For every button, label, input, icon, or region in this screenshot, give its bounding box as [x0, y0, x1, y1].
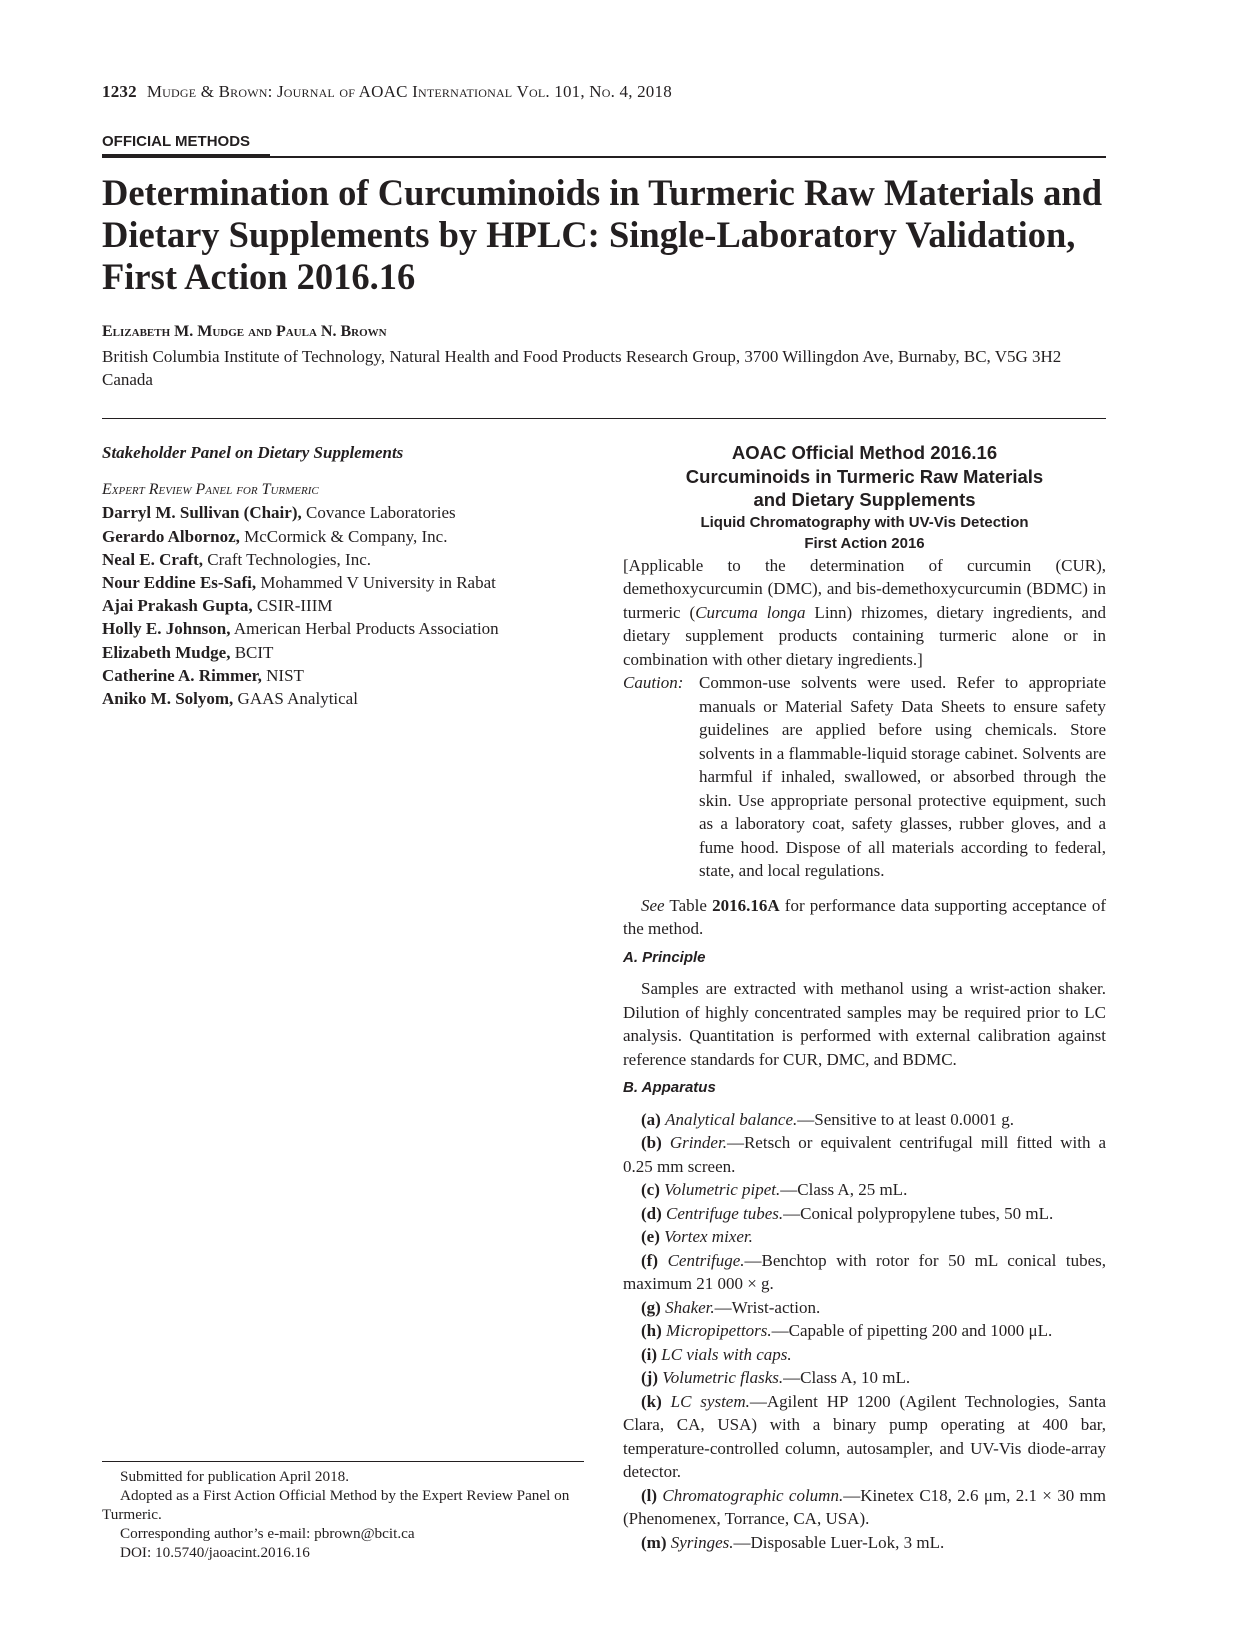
footnote-email: Corresponding author’s e-mail: pbrown@bcit.ca — [120, 1525, 415, 1542]
principle-heading: A. Principle — [623, 948, 706, 966]
apparatus-item: (j) Volumetric flasks.—Class A, 10 mL. — [641, 1368, 911, 1387]
footnotes — [102, 1467, 584, 1562]
panel-member: Ajai Prakash Gupta, CSIR-IIIM — [102, 596, 333, 616]
section-bar — [102, 154, 270, 158]
panel-member: Gerardo Albornoz, McCormick & Company, Inc. — [102, 526, 448, 546]
footnote-submitted: Submitted for publication April 2018. — [120, 1468, 350, 1485]
apparatus-item: (d) Centrifuge tubes.—Conical polypropylene tubes, 50 mL. — [641, 1203, 1054, 1223]
panel-column — [102, 441, 582, 710]
panel-member: Darryl M. Sullivan (Chair), Covance Laboratories — [102, 503, 456, 523]
running-head: Mudge & Brown: Journal of AOAC International Vol. 101, No. 4, 2018 — [146, 82, 672, 101]
footnote-adopted: Adopted as a First Action Official Method by the Expert Review Panel on Turmeric. — [102, 1487, 570, 1523]
affiliation: British Columbia Institute of Technology, Natural Health and Food Products Research Group, 3700 Willingdon Ave, Burnaby, BC, V5G 3H2 Canada — [102, 347, 1062, 389]
panel-member: Aniko M. Solyom, GAAS Analytical — [102, 689, 358, 709]
caution-label: Caution: — [623, 673, 684, 692]
apparatus-item: (h) Micropipettors.—Capable of pipetting 200 and 1000 μL. — [641, 1321, 1053, 1340]
panel-member: Holly E. Johnson, American Herbal Products Association — [102, 619, 499, 639]
apparatus-item: (a) Analytical balance.—Sensitive to at least 0.0001 g. — [641, 1109, 1014, 1129]
panel-member: Nour Eddine Es-Safi, Mohammed V University in Rabat — [102, 573, 496, 593]
principle-text: Samples are extracted with methanol using a wrist-action shaker. Dilution of highly concentrated samples may be required prior to LC analysis. Quantitation is performed with external calibration against reference standards for CUR, DMC, and BDMC. — [623, 979, 1106, 1069]
panel-member: Neal E. Craft, Craft Technologies, Inc. — [102, 549, 372, 569]
applicability-statement: [Applicable to the determination of curcumin (CUR), demethoxycurcumin (DMC), and bis-demethoxycurcumin (BDMC) in turmeric (Curcuma longa Linn) rhizomes, dietary ingredients, and dietary supplement products containing turmeric alone or in combination with other dietary ingredients.] — [623, 555, 1107, 669]
authors: Elizabeth M. Mudge and Paula N. Brown — [102, 323, 387, 340]
apparatus-heading: B. Apparatus — [623, 1079, 716, 1096]
method-action: First Action 2016 — [804, 534, 925, 552]
page-number: 1232 — [102, 82, 137, 101]
caution-block — [623, 671, 1106, 883]
panel-member: Catherine A. Rimmer, NIST — [102, 665, 304, 685]
method-heading-2: Curcuminoids in Turmeric Raw Materials — [685, 465, 1044, 487]
method-heading-3: and Dietary Supplements — [753, 489, 976, 510]
running-header — [102, 82, 672, 102]
apparatus-item: (f) Centrifuge.—Benchtop with rotor for 50 mL conical tubes, maximum 21 000 × g. — [623, 1250, 1107, 1293]
apparatus-item: (b) Grinder.—Retsch or equivalent centrifugal mill fitted with a 0.25 mm screen. — [623, 1133, 1107, 1176]
caution-text: Common-use solvents were used. Refer to appropriate manuals or Material Safety Data Sheets to ensure safety guidelines are applied before using chemicals. Store solvents in a flammable-liquid storage cabinet. Solvents are harmful if inhaled, swallowed, or absorbed through the skin. Use appropriate personal protective equipment, such as a laboratory coat, safety glasses, rubber gloves, and a fume hood. Dispose of all materials according to federal, state, and local regulations. — [699, 673, 1106, 880]
apparatus-item: (e) Vortex mixer. — [641, 1227, 753, 1246]
apparatus-item: (m) Syringes.—Disposable Luer-Lok, 3 mL. — [641, 1532, 945, 1552]
method-heading: AOAC Official Method 2016.16 — [731, 442, 998, 463]
article-title: Determination of Curcuminoids in Turmeric Raw Materials and Dietary Supplements by HPLC: Single-Laboratory Validation, First Action 2016.16 — [102, 172, 1103, 297]
method-column — [623, 441, 1106, 1554]
apparatus-item: (g) Shaker.—Wrist-action. — [641, 1297, 821, 1317]
apparatus-item: (i) LC vials with caps. — [641, 1344, 792, 1364]
see-table-note: See Table 2016.16A for performance data supporting acceptance of the method. — [623, 895, 1106, 938]
method-subheading: Liquid Chromatography with UV-Vis Detection — [700, 513, 1029, 531]
apparatus-item: (k) LC system.—Agilent HP 1200 (Agilent Technologies, Santa Clara, CA, USA) with a binary pump operating at 400 bar, temperature-controlled column, autosampler, and UV-Vis diode-array detector. — [623, 1391, 1107, 1481]
apparatus-list — [623, 1108, 1106, 1555]
panel-member: Elizabeth Mudge, BCIT — [102, 642, 274, 662]
stakeholder-panel: Stakeholder Panel on Dietary Supplements — [102, 443, 404, 462]
expert-review-panel: Expert Review Panel for Turmeric — [102, 481, 319, 499]
apparatus-item: (l) Chromatographic column.—Kinetex C18, 2.6 μm, 2.1 × 30 mm (Phenomenex, Torrance, CA, USA). — [623, 1485, 1106, 1528]
apparatus-item: (c) Volumetric pipet.—Class A, 25 mL. — [641, 1180, 908, 1199]
section-label: OFFICIAL METHODS — [102, 133, 251, 150]
footnote-rule — [102, 1461, 584, 1462]
divider-rule — [102, 418, 1106, 419]
panel-members — [102, 501, 582, 710]
footnote-doi: DOI: 10.5740/jaoacint.2016.16 — [120, 1544, 310, 1561]
